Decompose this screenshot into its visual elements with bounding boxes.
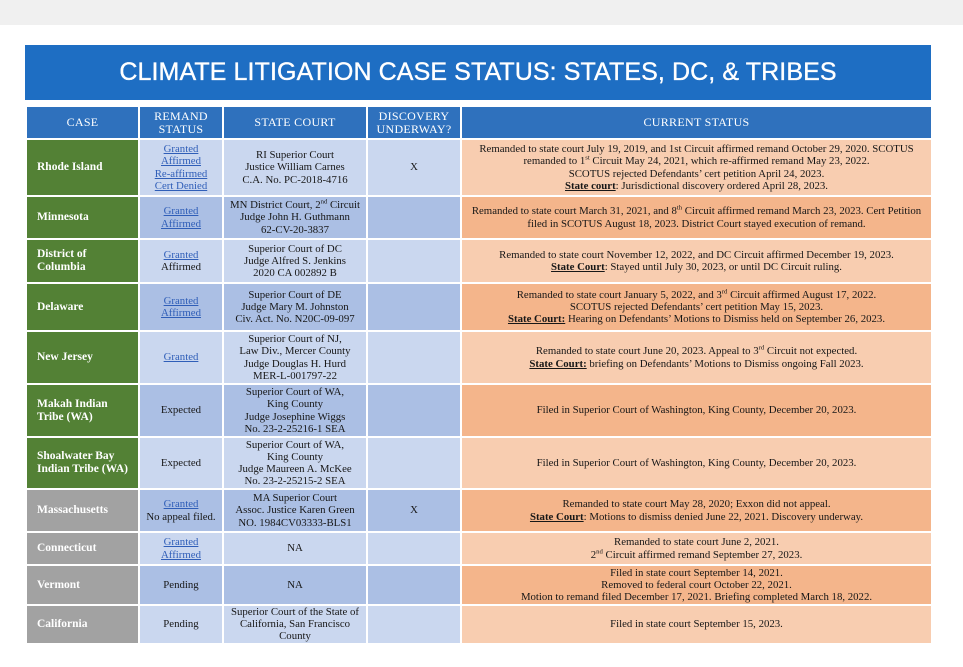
current-status-cell [461,283,932,331]
case-name: Shoalwater Bay [37,450,115,462]
case-cell [26,532,139,565]
state-court-text: NO. 1984CV03333-BLS1 [238,516,352,529]
status-text: Filed in state court September 15, 2023. [610,618,783,631]
case-cell [26,239,139,283]
header-remand-status [139,106,223,139]
status-line [465,313,928,325]
case-name: Indian Tribe (WA) [37,463,128,475]
state-court-line [227,243,363,255]
state-court-label: State Court: [529,357,587,370]
case-name: Tribe (WA) [37,410,93,423]
state-court-cell [223,139,367,196]
state-court-line [227,267,363,279]
status-text: Filed in Superior Court of Washington, King County, December 20, 2023. [536,456,857,469]
table-body [26,139,932,644]
state-court-line [227,358,363,370]
current-status-cell [461,331,932,384]
state-court-line [227,161,363,173]
state-court-line [227,504,363,516]
header-label: DISCOVERY [378,108,450,123]
status-line [465,155,928,167]
state-court-text: NA [287,542,303,555]
state-court-cell [223,239,367,283]
case-name: New Jersey [37,351,93,363]
discovery-cell [367,331,461,384]
status-text: Remanded to state court March 31, 2021, and 8 [471,205,677,218]
current-status-cell [461,605,932,644]
state-court-text: No. 23-2-25216-1 SEA [244,422,346,435]
state-court-text: 62-CV-20-3837 [261,223,329,236]
case-name: Columbia [37,261,86,273]
state-court-line [227,255,363,267]
discovery-mark: X [410,504,418,517]
state-court-line [227,289,363,301]
case-name: California [37,617,88,630]
state-court-cell [223,605,367,644]
case-cell [26,283,139,331]
status-line [465,180,928,192]
state-court-cell [223,489,367,532]
header-label: STATUS [158,121,204,136]
state-court-text: Civ. Act. No. N20C-09-097 [235,313,355,326]
table-row-new-jersey [26,331,932,384]
state-court-label: State Court [551,261,605,273]
discovery-cell [367,437,461,489]
current-status-cell [461,139,932,196]
case-name: Rhode Island [37,161,103,173]
state-court-line [227,370,363,382]
remand-status-cell [139,532,223,565]
state-court-text: Assoc. Justice Karen Green [235,504,355,517]
discovery-cell [367,139,461,196]
current-status-cell [461,239,932,283]
state-court-text: Judge Mary M. Johnston [241,300,349,313]
case-cell [26,331,139,384]
table-row-makah-indian-tribe-wa [26,384,932,437]
case-cell [26,139,139,196]
state-court-line [227,333,363,345]
current-status-cell [461,437,932,489]
case-name: Vermont [37,578,81,591]
discovery-cell [367,283,461,331]
state-court-line [227,423,363,435]
ordinal-suffix: st [585,154,590,162]
state-court-line [227,579,363,591]
current-status-cell [461,532,932,565]
status-text: Circuit May 24, 2021, which re-affirmed remand May 23, 2022. [589,155,870,168]
status-line [465,536,928,548]
current-status-cell [461,196,932,239]
remand-status-cell [139,437,223,489]
case-cell [26,605,139,644]
status-line [465,345,928,357]
table-header-row [26,106,932,139]
status-text: : Stayed until July 30, 2023, or until DC Circuit ruling. [604,261,842,273]
table-row-rhode-island [26,139,932,196]
state-court-line [227,174,363,186]
remand-link-granted[interactable]: Granted [163,351,199,364]
state-court-text: Judge John H. Guthmann [240,211,350,224]
state-court-text: County [279,630,311,643]
status-line [465,511,928,523]
remand-status-cell [139,565,223,605]
status-line [465,457,928,469]
status-line [465,143,928,155]
ordinal-suffix: rd [721,288,728,296]
remand-status-cell [139,331,223,384]
state-court-text: Judge Douglas H. Hurd [244,357,346,370]
state-court-label: State Court: [507,313,566,326]
remand-link-re-affirmed[interactable]: Re-affirmed [154,167,208,180]
current-status-cell [461,384,932,437]
header-state-court [223,106,367,139]
state-court-text: No. 23-2-25215-2 SEA [244,475,346,488]
remand-link-granted[interactable]: Granted [163,536,199,549]
state-court-cell [223,532,367,565]
discovery-cell [367,196,461,239]
status-text: Remanded to state court June 2, 2021. [614,536,779,549]
status-text: Filed in Superior Court of Washington, King County, December 20, 2023. [536,404,857,417]
state-court-text: Law Div., Mercer County [239,345,351,358]
status-text: Circuit affirmed remand March 23, 2023. Cert Petition [682,205,922,218]
remand-status-text: Expected [160,456,202,469]
title-banner [25,45,931,100]
state-court-text: King County [266,450,324,463]
state-court-line [227,451,363,463]
remand-link-granted[interactable]: Granted [163,143,199,156]
table-row-vermont [26,565,932,605]
case-cell [26,565,139,605]
ordinal-suffix: nd [320,198,328,206]
header-label: CURRENT STATUS [643,115,750,129]
case-name: Makah Indian [37,397,108,410]
case-name: Massachusetts [37,504,108,516]
case-name: Minnesota [37,211,89,223]
header-label: CASE [66,115,99,129]
state-court-text: Judge Josephine Wiggs [244,410,346,423]
state-court-line [227,224,363,236]
state-court-text: Superior Court of NJ, [248,333,342,346]
remand-link-affirmed[interactable]: Affirmed [161,155,201,168]
status-line [465,549,928,561]
discovery-cell [367,239,461,283]
case-cell [26,437,139,489]
status-line [465,249,928,261]
state-court-text: Superior Court of WA, [245,438,345,451]
ordinal-suffix: th [676,204,683,212]
state-court-cell [223,565,367,605]
status-text: : Jurisdictional discovery ordered April 28, 2023. [615,179,828,192]
state-court-text: Superior Court of WA, [245,386,345,399]
state-court-text: RI Superior Court [256,149,334,162]
header-label: UNDERWAY? [376,121,452,136]
status-line [465,567,928,579]
status-text: Remanded to state court November 12, 2022, and DC Circuit affirmed December 19, 2023. [499,248,894,261]
state-court-line [227,345,363,357]
status-line [465,591,928,603]
discovery-cell [367,565,461,605]
state-court-line [227,301,363,313]
status-line [465,168,928,180]
state-court-text: C.A. No. PC-2018-4716 [242,173,348,186]
remand-link-affirmed[interactable]: Affirmed [161,217,201,230]
state-court-line [227,411,363,423]
remand-link-granted[interactable]: Granted [163,205,199,218]
state-court-line [227,439,363,451]
status-text: Hearing on Defendants’ Motions to Dismiss held on September 26, 2023. [565,313,886,326]
remand-status-cell [139,489,223,532]
state-court-text: Justice William Carnes [245,161,345,174]
state-court-line [227,149,363,161]
state-court-line [227,492,363,504]
header-case [26,106,139,139]
status-line [465,261,928,273]
state-court-line [227,630,363,642]
remand-status-cell [139,139,223,196]
header-current-status [461,106,932,139]
state-court-cell [223,437,367,489]
state-court-line [227,211,363,223]
status-text: SCOTUS rejected Defendants’ cert petition April 24, 2023. [568,167,825,180]
state-court-text: 2020 CA 002892 B [253,267,337,280]
status-line [465,618,928,630]
state-court-cell [223,384,367,437]
status-text: Removed to federal court October 22, 2021. [601,578,792,591]
top-bar [0,0,963,25]
remand-link-granted[interactable]: Granted [163,294,199,307]
header-label: REMAND [154,108,208,123]
status-text: Circuit not expected. [764,345,858,358]
case-status-table [25,105,933,645]
status-text: remanded to 1 [523,155,586,168]
state-court-label: State Court [529,510,584,523]
case-cell [26,196,139,239]
discovery-cell [367,384,461,437]
status-text: filed in SCOTUS August 18, 2023. District Court stayed execution of remand. [527,217,866,230]
remand-link-granted[interactable]: Granted [163,248,199,261]
remand-status-text: Affirmed [161,261,201,273]
status-line [465,301,928,313]
status-line [465,218,928,230]
state-court-line [227,463,363,475]
current-status-cell [461,489,932,532]
header-label: STATE COURT [254,115,336,129]
status-text: Remanded to state court January 5, 2022, and 3 [516,288,722,301]
page-title: CLIMATE LITIGATION CASE STATUS: STATES, DC, & TRIBES [119,58,837,86]
case-name: Delaware [37,300,84,313]
table-row-shoalwater-bay-indian-tribe-wa [26,437,932,489]
state-court-text: MER-L-001797-22 [253,369,337,382]
remand-status-cell [139,384,223,437]
state-court-line [227,618,363,630]
table-row-massachusetts [26,489,932,532]
remand-status-cell [139,239,223,283]
ordinal-suffix: nd [596,547,603,555]
status-line [465,498,928,510]
status-text: briefing on Defendants’ Motions to Dismiss ongoing Fall 2023. [586,357,864,370]
remand-status-cell [139,283,223,331]
remand-status-text: Expected [160,404,202,417]
table-row-california [26,605,932,644]
case-name: District of [37,248,87,260]
state-court-label: State court [565,179,616,192]
remand-status-text: No appeal filed. [146,510,216,523]
current-status-cell [461,565,932,605]
ordinal-suffix: rd [758,344,765,352]
remand-link-cert-denied[interactable]: Cert Denied [154,179,208,192]
discovery-cell [367,489,461,532]
status-text: Remanded to state court July 19, 2019, and 1st Circuit affirmed remand October 29, 2020. SCOTUS [479,143,914,156]
state-court-line [227,313,363,325]
state-court-text: Judge Alfred S. Jenkins [244,254,346,267]
status-text: Remanded to state court June 20, 2023. Appeal to 3 [535,345,759,358]
remand-status-cell [139,196,223,239]
state-court-text: California, San Francisco [239,618,351,631]
status-text: 2 [590,548,597,561]
case-cell [26,489,139,532]
discovery-mark: X [410,161,418,174]
case-cell [26,384,139,437]
state-court-text: MN District Court, 2 [230,199,321,212]
state-court-line [227,475,363,487]
remand-link-granted[interactable]: Granted [163,498,199,511]
state-court-cell [223,196,367,239]
state-court-line [227,199,363,211]
state-court-text: Superior Court of the State of [230,606,360,618]
state-court-line [227,398,363,410]
remand-link-affirmed[interactable]: Affirmed [161,548,201,561]
status-line [465,205,928,217]
status-text: Remanded to state court May 28, 2020; Exxon did not appeal. [562,498,831,511]
state-court-text: Superior Court of DE [248,288,342,301]
state-court-text: Superior Court of DC [248,242,342,255]
status-text: Circuit affirmed remand September 27, 2023. [602,548,803,561]
status-text: Motion to remand filed December 17, 2021. Briefing completed March 18, 2022. [520,591,873,604]
table-row-connecticut [26,532,932,565]
status-line [465,289,928,301]
state-court-text: Circuit [327,199,360,212]
remand-status-text: Pending [163,578,199,591]
state-court-line [227,386,363,398]
status-text: Circuit affirmed August 17, 2022. [727,288,877,301]
status-text: : Motions to dismiss denied June 22, 2021. Discovery underway. [583,510,864,523]
state-court-cell [223,331,367,384]
remand-status-cell [139,605,223,644]
state-court-line [227,542,363,554]
remand-status-text: Pending [163,618,199,631]
state-court-text: MA Superior Court [253,492,337,505]
status-line [465,404,928,416]
case-name: Connecticut [37,542,97,554]
header-discovery-underway [367,106,461,139]
state-court-text: NA [287,578,303,591]
state-court-text: Judge Maureen A. McKee [238,463,352,475]
table-row-delaware [26,283,932,331]
state-court-text: King County [266,398,324,411]
state-court-cell [223,283,367,331]
discovery-cell [367,605,461,644]
remand-link-affirmed[interactable]: Affirmed [161,307,201,319]
state-court-line [227,606,363,618]
status-text: Filed in state court September 14, 2021. [610,566,783,579]
status-line [465,358,928,370]
discovery-cell [367,532,461,565]
state-court-line [227,517,363,529]
status-line [465,579,928,591]
status-text: SCOTUS rejected Defendants’ cert petition May 15, 2023. [569,300,824,313]
table-row-minnesota [26,196,932,239]
table-row-district-of-columbia [26,239,932,283]
